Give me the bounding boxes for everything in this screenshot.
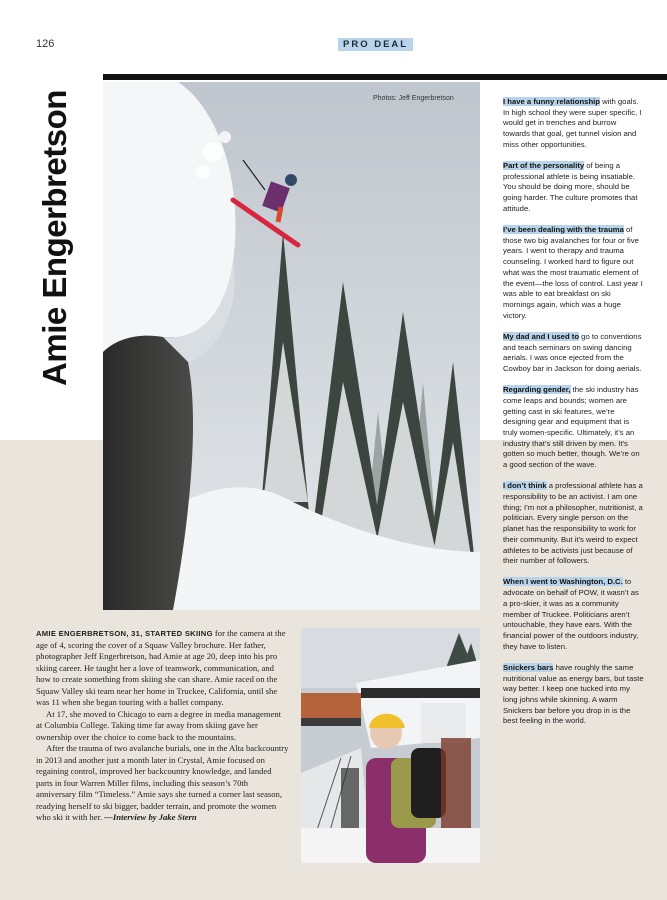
intro-paragraph [36, 628, 289, 709]
qa-highlight: Regarding gender, [503, 385, 571, 395]
intro-text-3: After the trauma of two avalanche burials, one in the Alta backcountry in 2013 and another just a month later in Crystal, Amie focused on regaining control, improved her backcountry knowledge, and landed parts in four Warren Miller films, including this season’s 70th anniversary film “Timeless.” Amie says she turned a corner last season, readying herself to ski bigger, badder terrain, and promote the women who ski it with her. [36, 743, 289, 822]
qa-text: have roughly the same nutritional value as energy bars, but taste way better. I keep one tucked into my long johns while skinning. A warm Snickers bar before you drop in is the best feeling in the world. [503, 662, 644, 726]
portrait-photo [301, 628, 480, 863]
qa-column [503, 97, 644, 738]
intro-article [36, 628, 289, 824]
page-number: 126 [36, 38, 55, 50]
qa-text: a professional athlete has a responsibility to be an activist. I am one thing; I’m not a philosopher, nutritionist, a politician. Every single person on the planet has the responsibility to work for their community. But it’s weird to expect athletes to be activists just because of their number of followers. [503, 481, 643, 566]
ski-jump-illustration [103, 82, 480, 610]
qa-text: go to conventions and teach seminars on swing dancing aerials. I was once ejected from the Cowboy bar in Jackson for doing aerials. [503, 331, 642, 373]
hero-ski-photo [103, 82, 480, 610]
top-rule [103, 74, 667, 80]
intro-paragraph [36, 743, 289, 824]
qa-item [503, 161, 644, 215]
intro-paragraph: At 17, she moved to Chicago to earn a degree in media management at Columbia College. Taking time far away from skiing gave her ownership over the choice to come back to the mountains. [36, 708, 282, 742]
qa-item [503, 385, 644, 471]
athlete-name-title: Amie Engerbretson [36, 90, 73, 386]
section-tag: PRO DEAL [338, 38, 413, 51]
photo-credit: Photos: Jeff Engerbretson [373, 95, 454, 102]
intro-text-1: for the camera at the age of 4, scoring the cover of a Squaw Valley brochure. Her father, photographer Jeff Engerbretson, had Amie at age 20, deep into his pro skiing career. He taught her a love of teamwork, communication, and how to create something from skiing she can share. Amie raced on the Squaw Valley ski team near her home in Truckee, California, until she was 11 when she began touring with a ballet company. [36, 628, 286, 707]
qa-highlight: Snickers bars [503, 662, 554, 672]
portrait-illustration [301, 628, 480, 863]
qa-highlight: When I went to Washington, D.C. [503, 577, 623, 587]
qa-item [503, 332, 644, 375]
qa-text: of those two big avalanches for four or five years. I went to therapy and trauma counseling. I worked hard to figure out what was the most traumatic element of the event—the loss of control. Last year I was able to eat breakfast on ski mornings again, which was a huge victory. [503, 225, 643, 320]
qa-highlight: I’ve been dealing with the trauma [503, 225, 624, 235]
qa-text: to advocate on behalf of POW, it wasn’t as a pro-skier, it was as a community member of Truckee. Politicians aren’t untouchable, they have ears. With the financial power of the outdoors industry, they have to listen. [503, 577, 639, 651]
qa-text: of being a professional athlete is being insatiable. You should be doing more, should be going harder. The culture promotes that attitude. [503, 161, 638, 213]
qa-highlight: My dad and I used to [503, 331, 580, 341]
qa-text: with goals. In high school they were super specific, I would get in trenches and burrow towards that goal, get tunnel vision and miss other opportunities. [503, 97, 642, 149]
qa-item [503, 481, 644, 567]
qa-item [503, 225, 644, 321]
qa-highlight: Part of the personality [503, 161, 585, 171]
intro-lead: AMIE ENGERBRETSON, 31, STARTED SKIING [36, 629, 213, 638]
qa-item [503, 97, 644, 151]
qa-highlight: I have a funny relationship [503, 97, 600, 106]
qa-text: the ski industry has come leaps and bounds; women are getting cast in ski features, we’re designing gear and equipment that is truly women-specific. Ultimately, it’s an industry that’s still driven by men. It’s gotten so much better, though. We’re on a good section of the wave. [503, 385, 640, 470]
qa-highlight: I don’t think [503, 481, 547, 491]
byline: —Interview by Jake Stern [104, 812, 197, 822]
qa-item [503, 577, 644, 652]
qa-item [503, 663, 644, 727]
